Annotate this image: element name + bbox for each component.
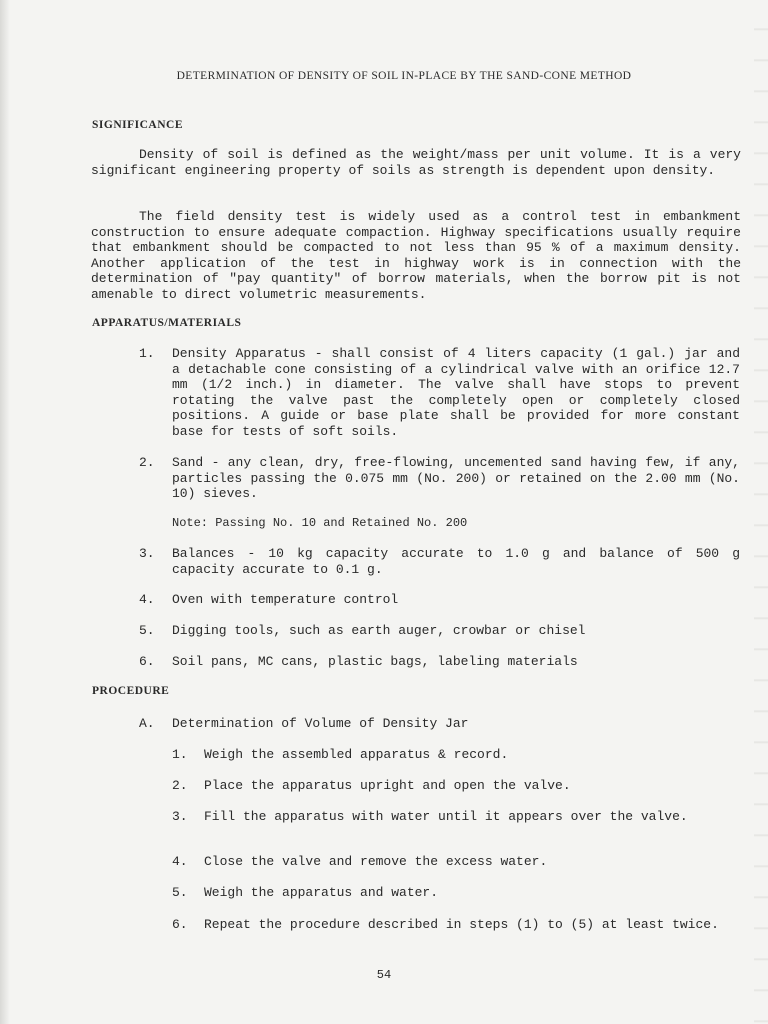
procedure-step: Weigh the apparatus and water. [204, 885, 439, 900]
procedure-step: Repeat the procedure described in steps (1) to (5) at least twice. [204, 917, 719, 932]
procedure-section-title: Determination of Volume of Density Jar [172, 716, 469, 731]
apparatus-item-number: 6. [139, 654, 155, 669]
apparatus-item: Sand - any clean, dry, free-flowing, uncemented sand having few, if any, particles passing the 0.075 mm (No. 200) or retained on the 2.00 mm (No. 10) sieves. [172, 455, 740, 501]
apparatus-item: Density Apparatus - shall consist of 4 liters capacity (1 gal.) jar and a detachable cone consisting of a cylindrical valve with an orifice 12.7 mm (1/2 inch.) in diameter. The valve shall have stops to prevent rotating the valve past the completely open or completely closed positions. A guide or base plate shall be provided for more constant base for tests of soft soils. [172, 346, 740, 439]
procedure-step-number: 1. [172, 747, 188, 762]
heading-apparatus: APPARATUS/MATERIALS [92, 317, 242, 329]
apparatus-item-number: 3. [139, 546, 155, 561]
heading-significance: SIGNIFICANCE [92, 119, 183, 131]
paragraph-significance-2: The field density test is widely used as a control test in embankment construction to ensure adequate compaction. Highway specifications usually require that embankment should be compacted to not less than 95 % of a maximum density. Another application of the test in highway work is in connection with the determination of "pay quantity" of borrow materials, when the borrow pit is not amenable to direct volumetric measurements. [91, 209, 741, 302]
procedure-section-letter: A. [139, 716, 155, 731]
procedure-step-number: 4. [172, 854, 188, 869]
page-number: 54 [376, 968, 392, 982]
apparatus-item: Balances - 10 kg capacity accurate to 1.0 g and balance of 500 g capacity accurate to 0.1 g. [172, 546, 740, 577]
procedure-step: Close the valve and remove the excess water. [204, 854, 548, 869]
apparatus-item: Soil pans, MC cans, plastic bags, labeling materials [172, 654, 578, 669]
apparatus-note: Note: Passing No. 10 and Retained No. 200 [172, 516, 468, 530]
procedure-step-number: 6. [172, 917, 188, 932]
apparatus-item: Oven with temperature control [172, 592, 399, 607]
apparatus-item-number: 2. [139, 455, 155, 470]
document-title: DETERMINATION OF DENSITY OF SOIL IN-PLACE BY THE SAND-CONE METHOD [176, 70, 632, 82]
page-left-edge [0, 0, 10, 1024]
apparatus-item-number: 1. [139, 346, 155, 361]
procedure-step-number: 5. [172, 885, 188, 900]
heading-procedure: PROCEDURE [92, 685, 170, 697]
procedure-step: Weigh the assembled apparatus & record. [204, 747, 509, 762]
apparatus-item-number: 4. [139, 592, 155, 607]
page-right-edge [754, 0, 768, 1024]
apparatus-item-number: 5. [139, 623, 155, 638]
apparatus-item: Digging tools, such as earth auger, crowbar or chisel [172, 623, 586, 638]
procedure-step: Fill the apparatus with water until it appears over the valve. [204, 809, 688, 824]
procedure-step-number: 3. [172, 809, 188, 824]
procedure-step-number: 2. [172, 778, 188, 793]
procedure-step: Place the apparatus upright and open the valve. [204, 778, 571, 793]
paragraph-significance-1: Density of soil is defined as the weight/mass per unit volume. It is a very significant engineering property of soils as strength is dependent upon density. [91, 147, 741, 178]
